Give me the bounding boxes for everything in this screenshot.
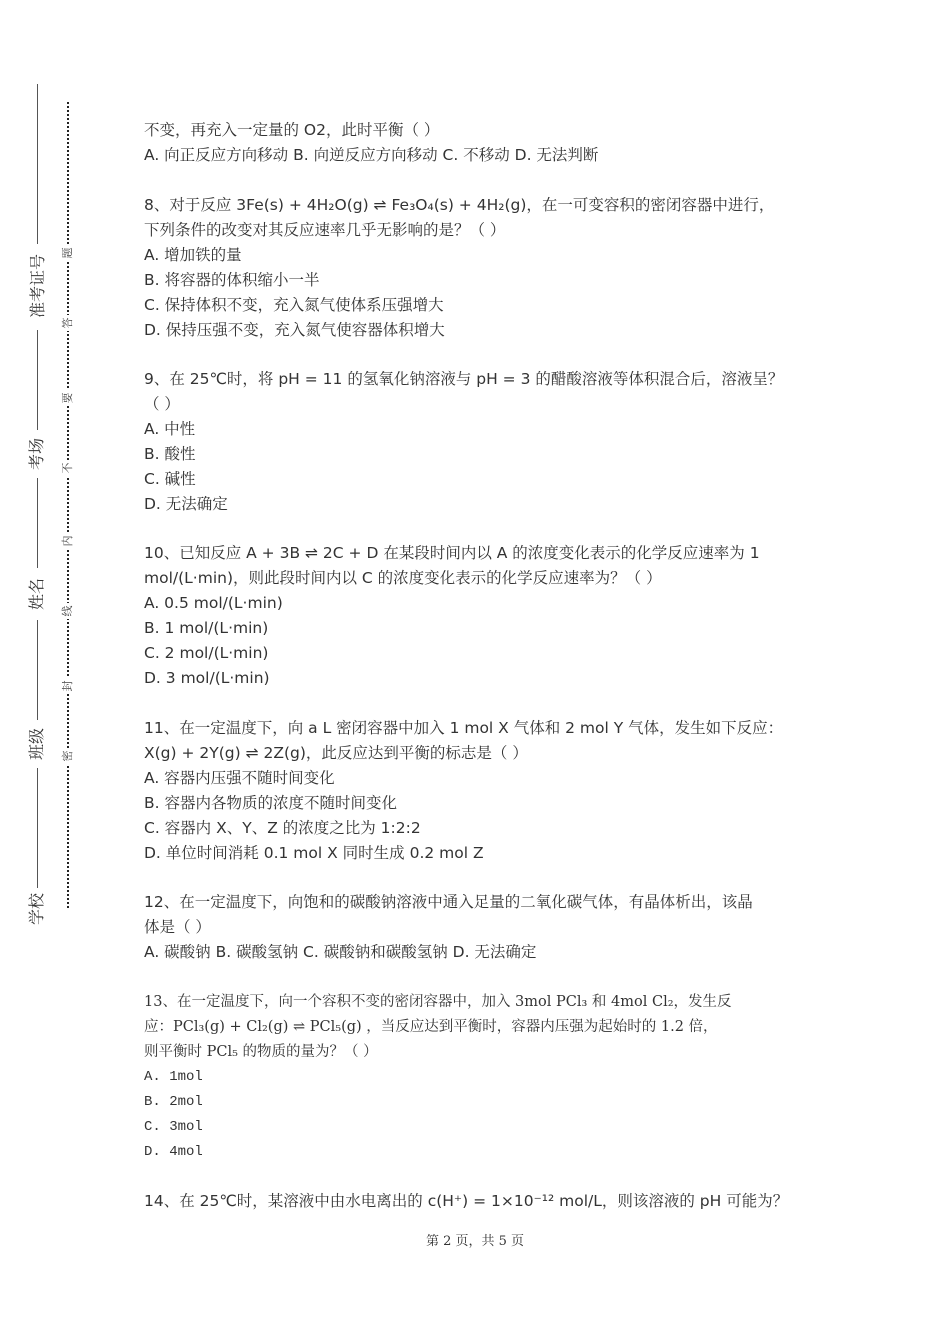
question-14 (144, 1189, 834, 1214)
option-b: B. 酸性 (144, 445, 196, 463)
question-text: 14、在 25℃时，某溶液中由水电离出的 c(H⁺) = 1×10⁻¹² mol/L，则该溶液的 pH 可能为？ (144, 1192, 789, 1210)
field-underline (37, 84, 38, 244)
option-c: C. 2 mol/(L·min) (144, 644, 269, 662)
question-text: 8、对于反应 3Fe(s) + 4H₂O(g) ⇌ Fe₃O₄(s) + 4H₂(g)，在一可变容积的密闭容器中进行， (144, 196, 775, 214)
school-field: 学校 (27, 893, 46, 926)
question-9 (144, 367, 834, 517)
seal-char-xian: 线 (60, 603, 76, 619)
option-b: B. 1 mol/(L·min) (144, 619, 269, 637)
question-text: 应：PCl₃(g) + Cl₂(g) ⇌ PCl₅(g) ，当反应达到平衡时，容器内压强为起始时的 1.2 倍， (144, 1019, 718, 1035)
seal-char-da: 答 (60, 315, 76, 331)
name-field: 姓名 (27, 578, 46, 611)
question-8 (144, 193, 834, 343)
seal-char-mi: 密 (60, 748, 76, 764)
question-text: 不变，再充入一定量的 O2，此时平衡（ ） (144, 121, 440, 139)
field-underline (37, 330, 38, 430)
field-underline (37, 478, 38, 568)
question-text: 10、已知反应 A + 3B ⇌ 2C + D 在某段时间内以 A 的浓度变化表示的化学反应速率为 1 (144, 544, 760, 562)
seal-char-bu: 不 (60, 460, 76, 476)
option-a: A. 增加铁的量 (144, 246, 242, 264)
option-b: B. 容器内各物质的浓度不随时间变化 (144, 794, 397, 812)
question-7 (144, 118, 834, 168)
page-number: 第 2 页，共 5 页 (425, 1234, 525, 1249)
field-underline (37, 620, 38, 720)
question-text: 13、在一定温度下，向一个容积不变的密闭容器中，加入 3mol PCl₃ 和 4mol Cl₂，发生反 (144, 994, 732, 1010)
seal-char-feng: 封 (60, 678, 76, 694)
question-text: X(g) + 2Y(g) ⇌ 2Z(g)，此反应达到平衡的标志是（ ） (144, 744, 528, 762)
question-text: 12、在一定温度下，向饱和的碳酸钠溶液中通入足量的二氧化碳气体，有晶体析出，该晶 (144, 893, 753, 911)
option-d: D. 3 mol/(L·min) (144, 669, 270, 687)
question-text: 则平衡时 PCl₅ 的物质的量为？（ ） (144, 1044, 378, 1060)
option-a: A. 0.5 mol/(L·min) (144, 594, 283, 612)
question-text: 9、在 25℃时，将 pH = 11 的氢氧化钠溶液与 pH = 3 的醋酸溶液等体积混合后，溶液呈？ (144, 370, 784, 388)
option-d: D. 单位时间消耗 0.1 mol X 同时生成 0.2 mol Z (144, 844, 484, 862)
option-d: D. 无法确定 (144, 495, 228, 513)
options-inline: A. 碳酸钠 B. 碳酸氢钠 C. 碳酸钠和碳酸氢钠 D. 无法确定 (144, 943, 537, 961)
question-text: （ ） (144, 395, 180, 413)
question-12 (144, 890, 834, 965)
question-10 (144, 541, 834, 691)
option-c: C. 容器内 X、Y、Z 的浓度之比为 1:2:2 (144, 819, 421, 837)
option-c: C. 保持体积不变，充入氮气使体系压强增大 (144, 296, 444, 314)
binding-margin (0, 0, 100, 1344)
exam-room-field: 考场 (27, 438, 46, 471)
question-text: 下列条件的改变对其反应速率几乎无影响的是？（ ） (144, 221, 506, 239)
question-text: 11、在一定温度下，向 a L 密闭容器中加入 1 mol X 气体和 2 mol Y 气体，发生如下反应： (144, 719, 784, 737)
option-b: B. 2mol (144, 1094, 203, 1110)
seal-char-yao: 要 (60, 390, 76, 406)
class-field: 班级 (27, 728, 46, 761)
option-c: C. 碱性 (144, 470, 196, 488)
option-b: B. 将容器的体积缩小一半 (144, 271, 320, 289)
option-d: D. 4mol (144, 1144, 203, 1160)
option-d: D. 保持压强不变，充入氮气使容器体积增大 (144, 321, 445, 339)
exam-id-field: 准考证号 (28, 254, 47, 319)
field-underline (37, 768, 38, 888)
question-13 (144, 990, 834, 1165)
seal-line (67, 102, 69, 908)
options-inline: A. 向正反应方向移动 B. 向逆反应方向移动 C. 不移动 D. 无法判断 (144, 146, 599, 164)
question-text: 体是（ ） (144, 918, 211, 936)
option-a: A. 容器内压强不随时间变化 (144, 769, 335, 787)
seal-char-ti: 题 (60, 245, 76, 261)
option-c: C. 3mol (144, 1119, 203, 1135)
question-text: mol/(L·min)，则此段时间内以 C 的浓度变化表示的化学反应速率为？（ ） (144, 569, 662, 587)
question-11 (144, 716, 834, 866)
seal-char-nei: 内 (60, 533, 76, 549)
option-a: A. 中性 (144, 420, 196, 438)
option-a: A. 1mol (144, 1069, 203, 1085)
